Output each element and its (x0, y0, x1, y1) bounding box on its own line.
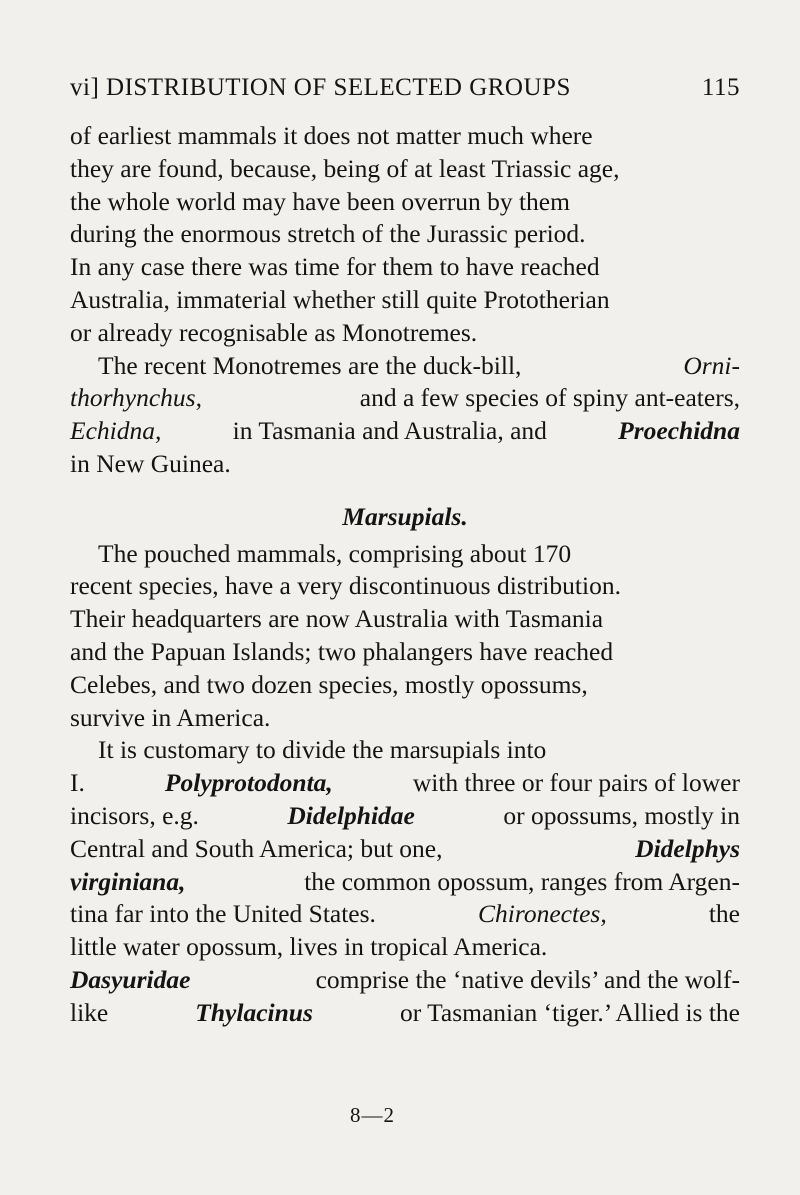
text-line: of earliest mammals it does not matter much where (70, 121, 593, 150)
taxon-name: Proechidna (618, 416, 740, 446)
taxon-name: Chironectes, (478, 899, 607, 929)
text-line: I. Polyprotodonta, with three or four pairs of lower (70, 767, 740, 800)
taxon-name: Didelphys (635, 833, 740, 863)
text-line: It is customary to divide the marsupials into (98, 735, 547, 765)
text-line: In any case there was time for them to have reached (70, 252, 600, 282)
taxon-name: virginiana, (70, 866, 186, 896)
text-line: Australia, immaterial whether still quite Prototherian (70, 284, 610, 314)
text-line: in New Guinea. (70, 448, 231, 478)
taxon-name: Echidna, (70, 416, 162, 446)
text-line: incisors, e.g. Didelphidae or opossums, mostly in (70, 800, 740, 833)
text-line: they are found, because, being of at least Triassic age, (70, 153, 620, 183)
text-line: little water opossum, lives in tropical America. (70, 932, 548, 962)
text-line: survive in America. (70, 702, 271, 732)
running-head (70, 68, 740, 108)
taxon-name: Orni- (683, 350, 740, 380)
text-line: like Thylacinus or Tasmanian ‘tiger.’ Allied is the (70, 997, 740, 1030)
text-line: Echidna, in Tasmania and Australia, and Proechidna (70, 415, 740, 448)
page-body (70, 120, 740, 1030)
taxon-name: Didelphidae (287, 800, 415, 830)
text-line: thorhynchus, and a few species of spiny ant-eaters, (70, 382, 740, 415)
text-line: Celebes, and two dozen species, mostly opossums, (70, 669, 588, 699)
taxon-name: Polyprotodonta, (164, 768, 333, 798)
text-line: Their headquarters are now Australia with Tasmania (70, 604, 604, 634)
text-line: and the Papuan Islands; two phalangers have reached (70, 636, 614, 666)
text-line: virginiana, the common opossum, ranges from Argen- (70, 866, 740, 899)
text-line: during the enormous stretch of the Jurassic period. (70, 219, 586, 249)
taxon-name: Dasyuridae (70, 964, 191, 994)
signature-mark: 8—2 (350, 1103, 395, 1127)
text-line: or already recognisable as Monotremes. (70, 317, 478, 347)
text-line: tina far into the United States. Chironectes, the (70, 898, 740, 931)
text-line: Dasyuridae comprise the ‘native devils’ and the wolf- (70, 964, 740, 997)
page-number: 115 (701, 74, 740, 101)
taxon-name: thorhynchus, (70, 383, 202, 413)
running-head-title: vi] DISTRIBUTION OF SELECTED GROUPS (70, 74, 571, 101)
text-line: recent species, have a very discontinuous distribution. (70, 571, 621, 601)
section-heading: Marsupials. (342, 501, 468, 531)
text-line: the whole world may have been overrun by them (70, 186, 570, 216)
text-line: Central and South America; but one, Didelphys (70, 833, 740, 866)
text-line: The pouched mammals, comprising about 170 (98, 538, 572, 568)
text-line: The recent Monotremes are the duck-bill, Orni- (70, 350, 740, 383)
book-page (70, 68, 740, 1030)
taxon-name: Thylacinus (195, 997, 313, 1027)
